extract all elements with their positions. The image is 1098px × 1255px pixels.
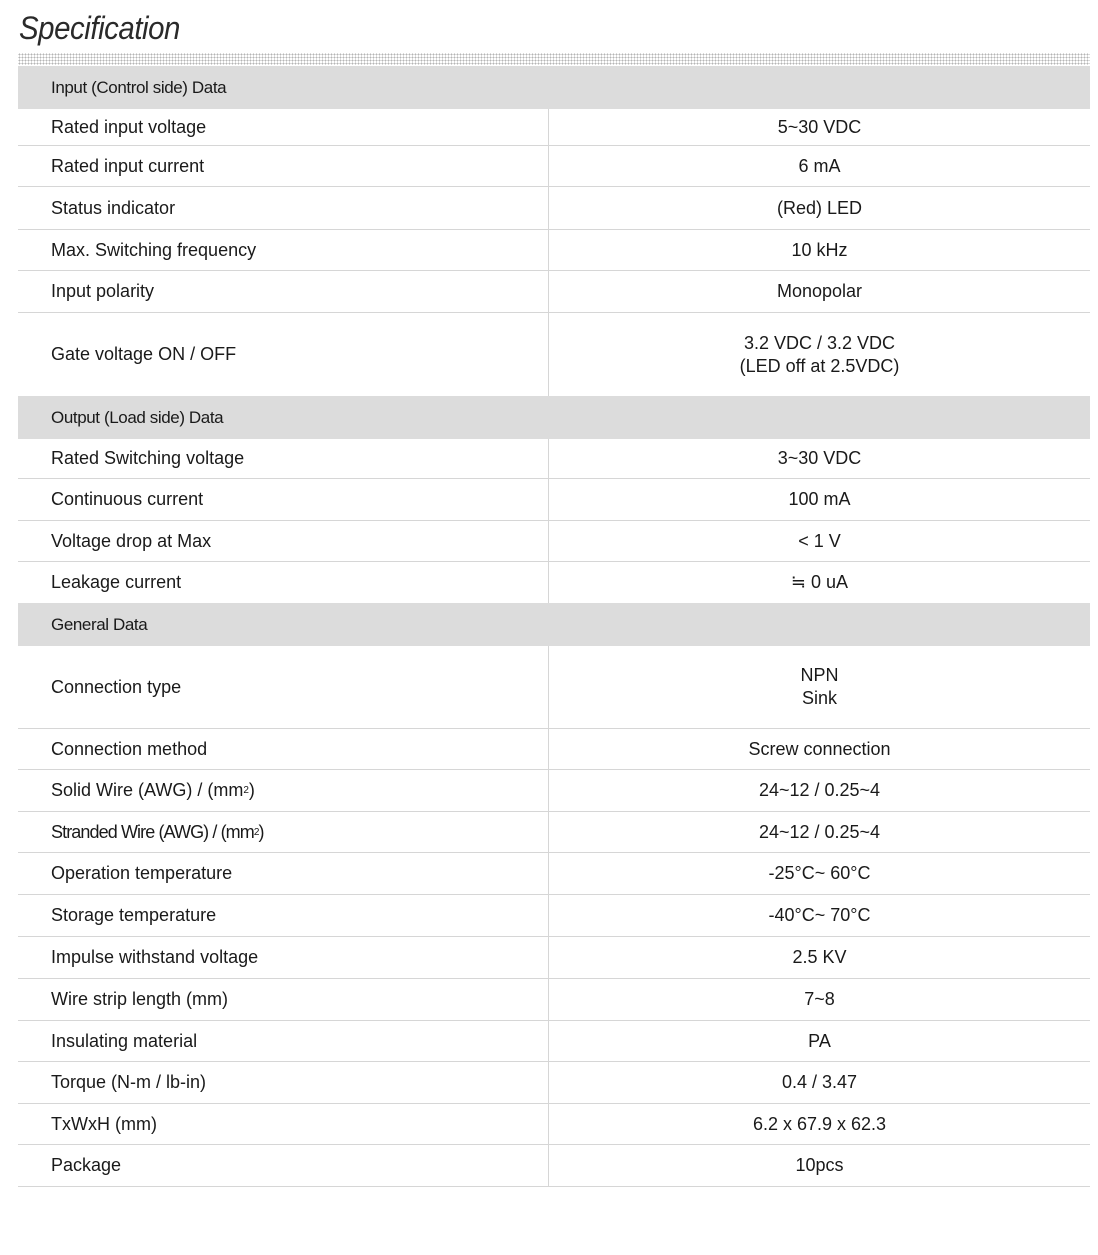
spec-label: Status indicator [18, 187, 549, 229]
spec-value [549, 562, 1090, 603]
section-header-input: Input (Control side) Data [18, 66, 1090, 109]
value-text: Monopolar [776, 281, 863, 301]
spec-label [18, 770, 549, 811]
value-text: (Red) LED [776, 197, 863, 218]
spec-label: Leakage current [18, 562, 549, 603]
spec-label: Rated Switching voltage [18, 439, 549, 478]
spec-value [549, 109, 1090, 145]
spec-value [549, 770, 1090, 811]
table-row [18, 1021, 1090, 1062]
spec-label: Gate voltage ON / OFF [18, 313, 549, 396]
value-text: -25°C~ 60°C [768, 863, 871, 883]
page-title: Specification [19, 10, 180, 46]
table-row [18, 271, 1090, 313]
value-text: NPN [800, 665, 839, 685]
table-row [18, 1062, 1090, 1104]
spec-label: Torque (N-m / lb-in) [18, 1062, 549, 1103]
spec-value [549, 1062, 1090, 1103]
spec-value [549, 853, 1090, 894]
value-text-line2: Sink [801, 688, 837, 708]
spec-value [549, 479, 1090, 520]
value-text: 3~30 VDC [777, 448, 862, 468]
spec-label: Rated input voltage [18, 109, 549, 145]
table-row [18, 230, 1090, 271]
value-text: 24~12 / 0.25~4 [758, 821, 881, 842]
table-row [18, 979, 1090, 1021]
spec-value [549, 187, 1090, 229]
spec-value [549, 646, 1090, 728]
spec-value [549, 1021, 1090, 1061]
table-row [18, 812, 1090, 853]
value-text: 10 kHz [791, 239, 848, 260]
table-row [18, 1145, 1090, 1187]
spec-label: Input polarity [18, 271, 549, 312]
table-row [18, 646, 1090, 729]
spec-value [549, 521, 1090, 561]
label-suffix: ) [258, 821, 264, 842]
spec-value [549, 146, 1090, 186]
table-row [18, 521, 1090, 562]
spec-label: Connection method [18, 729, 549, 769]
label-text: Stranded Wire (AWG) / (mm [51, 821, 254, 842]
table-row [18, 562, 1090, 603]
value-text: 7~8 [804, 989, 835, 1009]
table-row [18, 770, 1090, 812]
spec-value [549, 1104, 1090, 1144]
spec-value [549, 313, 1090, 396]
spec-value [549, 1145, 1090, 1186]
section-header-general: General Data [18, 603, 1090, 646]
spec-table [18, 66, 1090, 1187]
value-text: PA [808, 1030, 831, 1051]
table-row [18, 853, 1090, 895]
superscript: 2 [253, 826, 259, 838]
table-row [18, 937, 1090, 979]
spec-value [549, 979, 1090, 1020]
spec-value [549, 439, 1090, 478]
value-text: 100 mA [788, 489, 851, 509]
value-text: 5~30 VDC [777, 116, 862, 137]
table-row [18, 895, 1090, 937]
table-row [18, 187, 1090, 230]
value-text: ≒ 0 uA [790, 572, 849, 592]
spec-label: Insulating material [18, 1021, 549, 1061]
spec-label: Impulse withstand voltage [18, 937, 549, 978]
spec-label: Continuous current [18, 479, 549, 520]
table-row [18, 313, 1090, 396]
spec-label: Storage temperature [18, 895, 549, 936]
spec-label: TxWxH (mm) [18, 1104, 549, 1144]
spec-value [549, 895, 1090, 936]
spec-label: Rated input current [18, 146, 549, 186]
value-text: Screw connection [748, 738, 891, 759]
spec-value [549, 230, 1090, 270]
value-text: 6.2 x 67.9 x 62.3 [752, 1113, 887, 1134]
section-header-output: Output (Load side) Data [18, 396, 1090, 439]
label-suffix: ) [248, 780, 255, 800]
table-row [18, 146, 1090, 187]
spec-value [549, 812, 1090, 852]
value-text: -40°C~ 70°C [768, 905, 871, 925]
label-text: Solid Wire (AWG) / (mm [51, 780, 244, 800]
table-row [18, 1104, 1090, 1145]
spec-label: Operation temperature [18, 853, 549, 894]
spec-value [549, 729, 1090, 769]
spec-value [549, 937, 1090, 978]
spec-label [18, 812, 549, 852]
value-text: 0.4 / 3.47 [781, 1072, 858, 1092]
spec-label: Connection type [18, 646, 549, 728]
spec-value [549, 271, 1090, 312]
table-row [18, 729, 1090, 770]
dotted-divider [18, 53, 1090, 65]
value-text: 3.2 VDC / 3.2 VDC [743, 332, 896, 353]
value-text-line2: (LED off at 2.5VDC) [739, 355, 900, 376]
value-text: 2.5 KV [792, 947, 847, 967]
superscript: 2 [243, 785, 249, 796]
value-text: 24~12 / 0.25~4 [758, 780, 881, 800]
spec-label: Wire strip length (mm) [18, 979, 549, 1020]
table-row [18, 439, 1090, 479]
value-text: 6 mA [798, 155, 841, 176]
spec-label: Voltage drop at Max [18, 521, 549, 561]
value-text: 10pcs [795, 1155, 844, 1175]
value-text: < 1 V [798, 530, 841, 551]
table-row [18, 109, 1090, 146]
spec-label: Max. Switching frequency [18, 230, 549, 270]
table-row [18, 479, 1090, 521]
spec-label: Package [18, 1145, 549, 1186]
